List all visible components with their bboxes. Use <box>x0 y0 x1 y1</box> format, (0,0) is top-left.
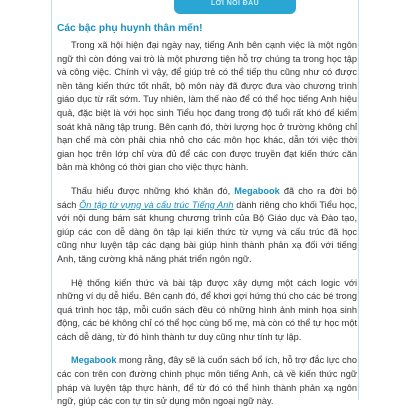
document-page <box>51 0 359 407</box>
paragraph-4 <box>57 354 357 408</box>
paragraph-2-intro: Thấu hiểu được những khó khăn đó, <box>71 185 235 196</box>
paragraph-2-middle: đã cho ra đời bộ sách <box>57 185 357 210</box>
preface-content <box>57 22 357 419</box>
greeting-heading: Các bậc phụ huynh thân mến! <box>57 23 203 34</box>
paragraph-3: Hệ thống kiến thức và bài tập được xây dựng một cách logic với những ví dụ dễ hiểu. Bên cạnh đó, để khơi gợi hứng thú cho các bé trong quá trình học tập, mỗi cuốn sách đều có những hình ảnh minh họa sinh động, các bé không chỉ có thể học cùng bố mẹ, mà còn có thể tự học một cách dễ dàng, từ đó hình thành tư duy cũng như tính tự lập. <box>57 277 357 342</box>
brand-name: Megabook <box>71 355 117 366</box>
paragraph-2-rest: dành riêng cho khối Tiểu học, với nội dung bám sát khung chương trình của Bộ Giáo dục và Đào tạo, giúp các con dễ dàng ôn tập lại kiến thức từ vựng và cấu trúc đã học cũng như luyện tập các dạng bài giúp hình thành phản xạ đối với tiếng Anh, tăng cường khả năng phát triển ngôn ngữ. <box>57 199 357 264</box>
brand-name: Megabook <box>234 185 280 196</box>
header-banner <box>174 0 296 14</box>
header-banner-text: LỜI NÓI ĐẦU <box>210 0 260 7</box>
book-title-link[interactable]: Ôn tập từ vựng và cấu trúc Tiếng Anh <box>79 199 234 210</box>
paragraph-1: Trong xã hội hiện đại ngày nay, tiếng Anh bên cạnh việc là một ngôn ngữ thì còn đóng vai trò là một phương tiện hỗ trợ chúng ta trong học tập và công việc. Chính vì vậy, để giúp trẻ có thể tiếp thu cũng như có được nền tảng kiến thức tốt nhất, bộ môn này đã được đưa vào chương trình giáo dục từ rất sớm. Tuy nhiên, làm thế nào để có thể học tiếng Anh hiệu quả, đặc biệt là với học sinh Tiểu học đang trong độ tuổi rất khó để kiểm soát khả năng tập trung. Bên cạnh đó, thời lượng học ở trường không chỉ hạn chế mà còn phải chia nhỏ cho các môn học khác, dẫn tới việc thời gian học trên lớp chỉ vừa đủ để các con được truyền đạt kiến thức căn bản mà không có thời gian cho việc thực hành. <box>57 40 357 173</box>
paragraph-2 <box>57 185 357 267</box>
paragraph-4-rest: mong rằng, đây sẽ là cuốn sách bổ ích, hỗ trợ đắc lực cho các con trên con đường chinh phục môn tiếng Anh, cả về kiến thức ngữ pháp và luyện tập thực hành, để từ đó có thể hình thành phản xạ ngôn ngữ, giúp các con tự tin sử dụng môn ngoại ngữ này. <box>57 355 357 407</box>
